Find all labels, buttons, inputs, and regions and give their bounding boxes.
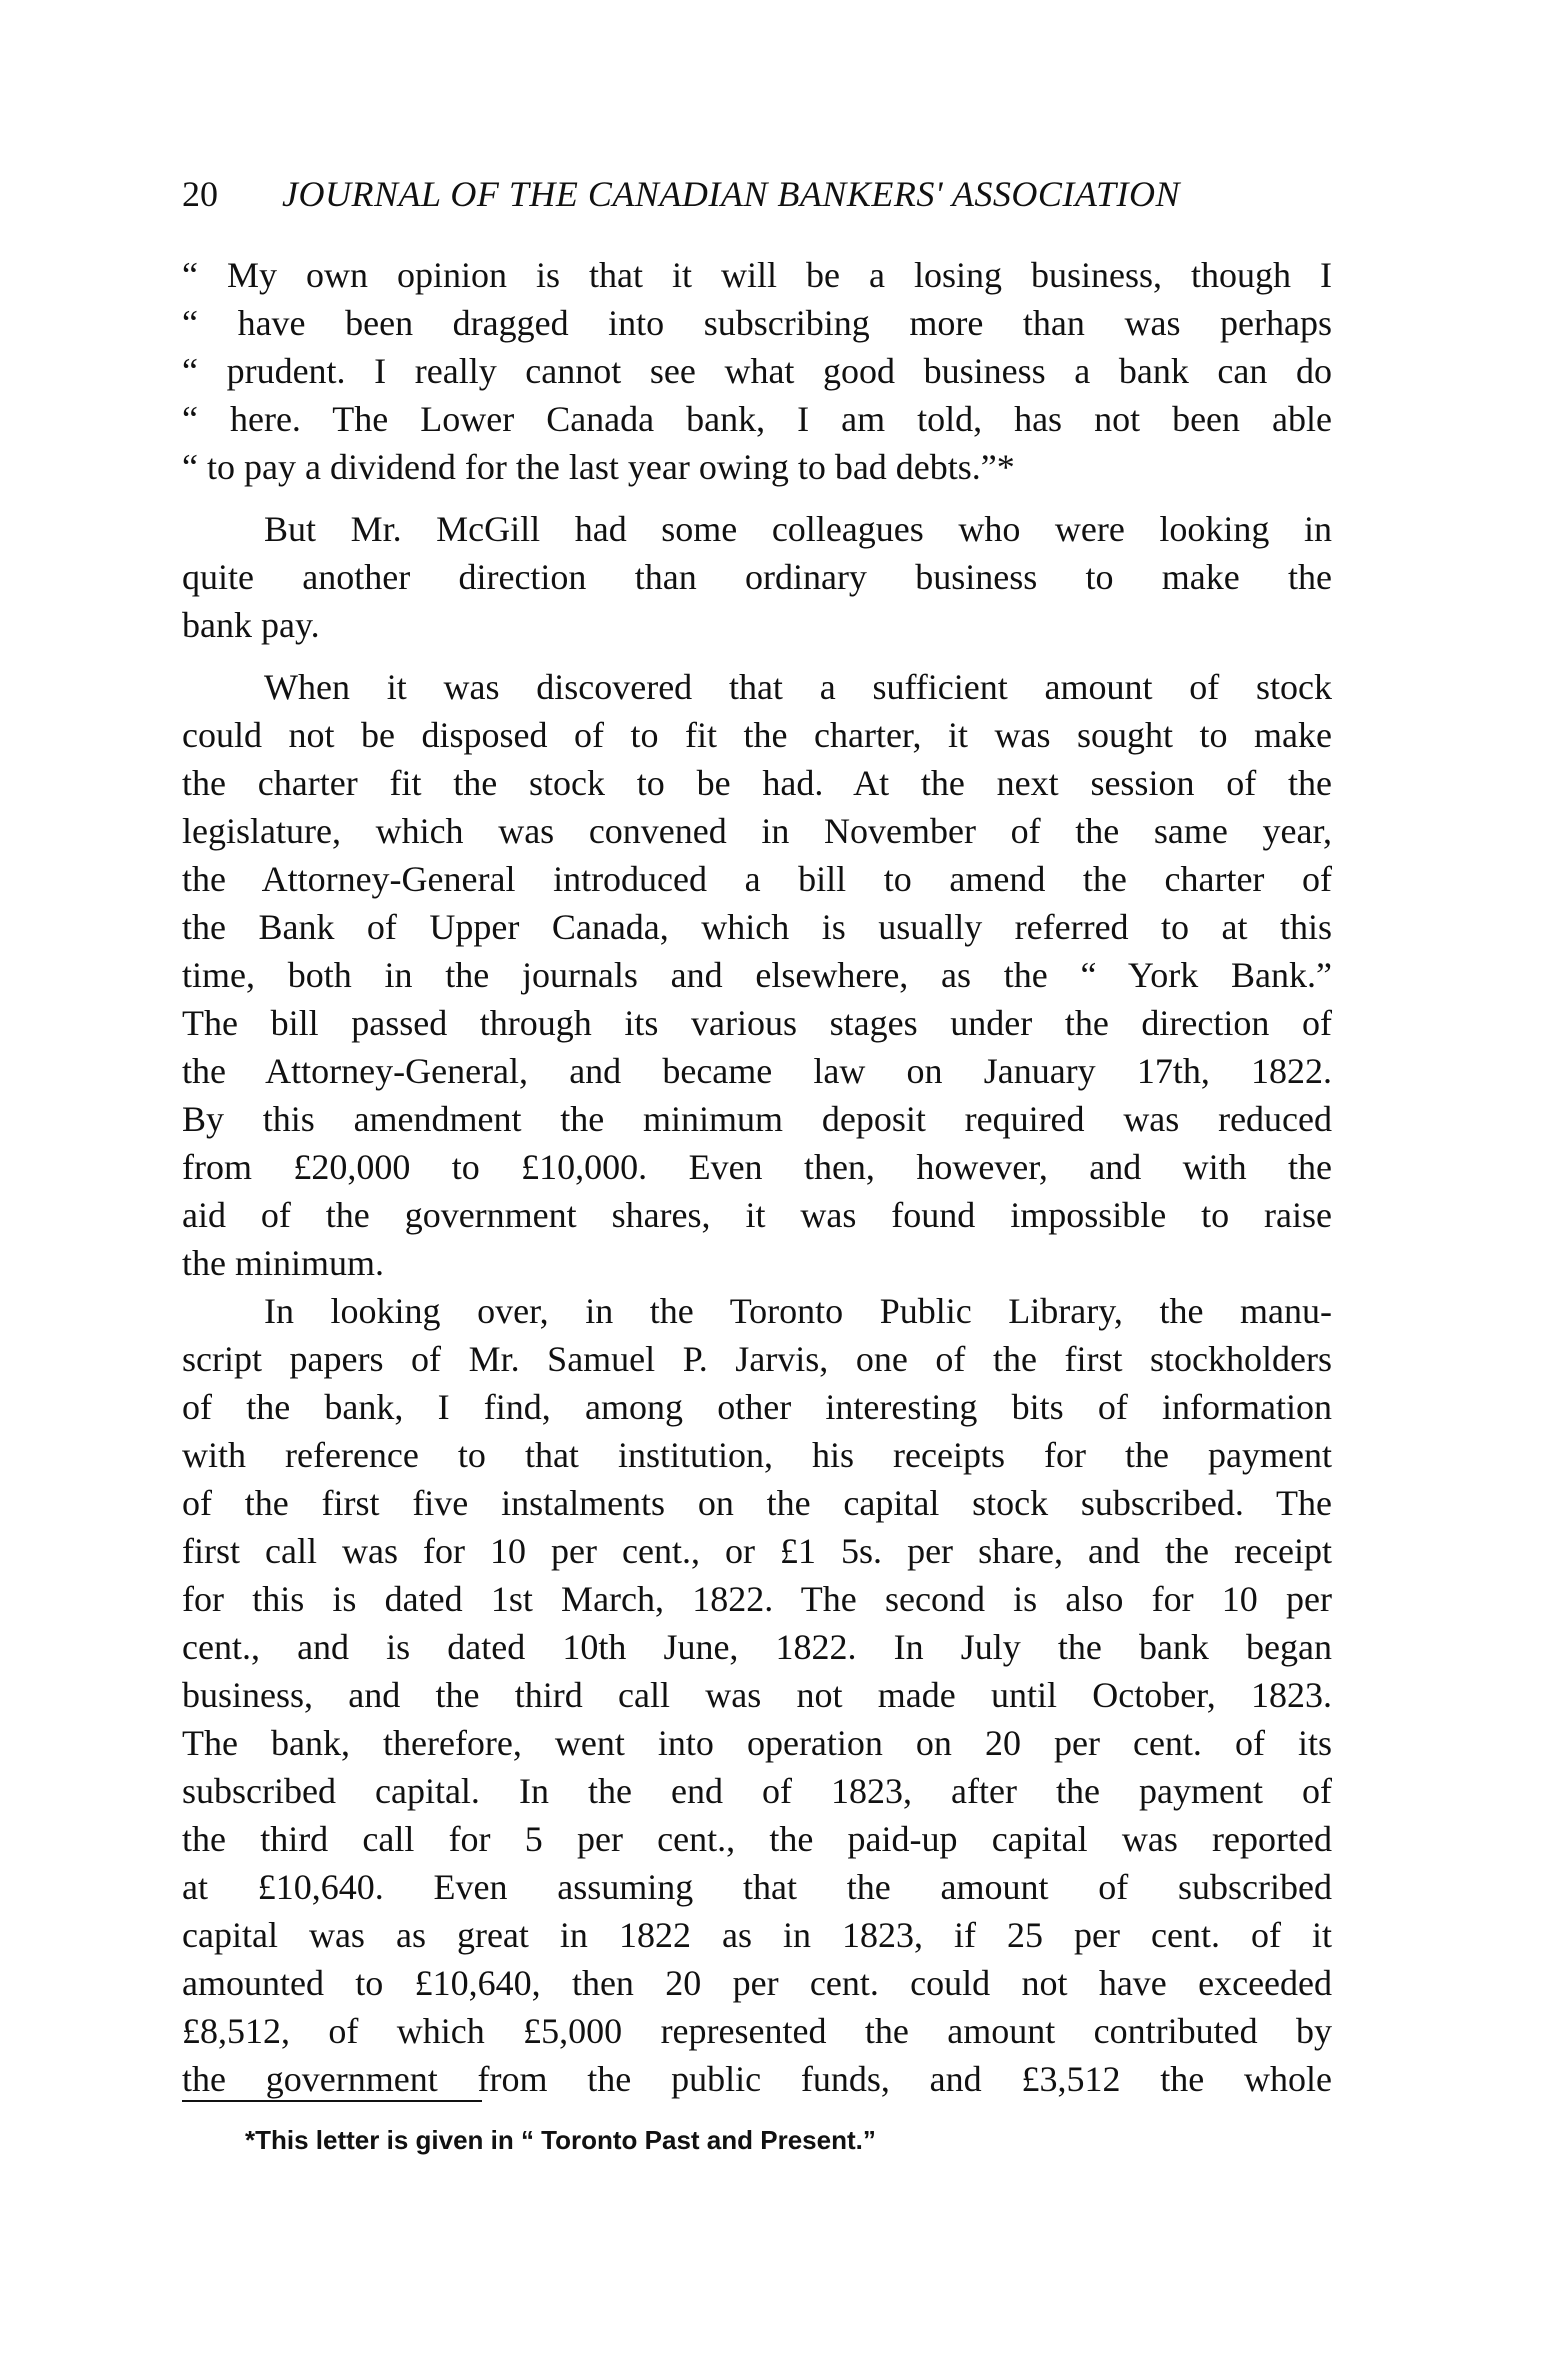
text-line: the government from the public funds, and £3,512 the whole xyxy=(182,2059,1332,2099)
footnote: *This letter is given in “ Toronto Past and Present.” xyxy=(245,2125,876,2155)
text-line: business, and the third call was not made until October, 1823. xyxy=(182,1675,1332,1715)
text-line: bank pay. xyxy=(182,605,320,645)
paragraph-quote xyxy=(182,251,1332,491)
text-line: When it was discovered that a sufficient amount of stock xyxy=(264,667,1332,707)
paragraph xyxy=(182,663,1332,1287)
text-line: for this is dated 1st March, 1822. The second is also for 10 per xyxy=(182,1579,1332,1619)
text-line: subscribed capital. In the end of 1823, after the payment of xyxy=(182,1771,1332,1811)
text-line: script papers of Mr. Samuel P. Jarvis, one of the first stockholders xyxy=(182,1339,1332,1379)
text-line: the minimum. xyxy=(182,1243,384,1283)
text-line: quite another direction than ordinary business to make the xyxy=(182,557,1332,597)
text-line: from £20,000 to £10,000. Even then, however, and with the xyxy=(182,1147,1332,1187)
text-line: could not be disposed of to fit the charter, it was sought to make xyxy=(182,715,1332,755)
text-line: time, both in the journals and elsewhere, as the “ York Bank.” xyxy=(182,955,1332,995)
text-line: at £10,640. Even assuming that the amount of subscribed xyxy=(182,1867,1332,1907)
paragraph xyxy=(182,505,1332,649)
text-line: “ here. The Lower Canada bank, I am told, has not been able xyxy=(182,399,1332,439)
paragraph xyxy=(182,1287,1332,2103)
footnote-divider xyxy=(182,2100,482,2102)
text-line: In looking over, in the Toronto Public Library, the manu- xyxy=(264,1291,1332,1331)
text-line: of the bank, I find, among other interesting bits of information xyxy=(182,1387,1332,1427)
text-line: capital was as great in 1822 as in 1823, if 25 per cent. of it xyxy=(182,1915,1332,1955)
text-line: with reference to that institution, his receipts for the payment xyxy=(182,1435,1332,1475)
body-text xyxy=(182,251,1332,2103)
text-line: amounted to £10,640, then 20 per cent. could not have exceeded xyxy=(182,1963,1332,2003)
text-line: By this amendment the minimum deposit required was reduced xyxy=(182,1099,1332,1139)
text-line: aid of the government shares, it was found impossible to raise xyxy=(182,1195,1332,1235)
text-line: the Attorney-General introduced a bill to amend the charter of xyxy=(182,859,1332,899)
text-line: “ prudent. I really cannot see what good business a bank can do xyxy=(182,351,1332,391)
text-line: The bank, therefore, went into operation on 20 per cent. of its xyxy=(182,1723,1332,1763)
text-line: “ My own opinion is that it will be a losing business, though I xyxy=(182,255,1332,295)
text-line: “ have been dragged into subscribing more than was perhaps xyxy=(182,303,1332,343)
page-number: 20 xyxy=(182,174,218,214)
running-head: JOURNAL OF THE CANADIAN BANKERS' ASSOCIATION xyxy=(282,174,1181,214)
text-line: “ to pay a dividend for the last year owing to bad debts.”* xyxy=(182,447,1015,487)
page-header xyxy=(182,170,1332,218)
text-line: the Attorney-General, and became law on January 17th, 1822. xyxy=(182,1051,1332,1091)
text-line: legislature, which was convened in November of the same year, xyxy=(182,811,1332,851)
text-line: of the first five instalments on the capital stock subscribed. The xyxy=(182,1483,1332,1523)
text-line: the Bank of Upper Canada, which is usually referred to at this xyxy=(182,907,1332,947)
text-line: The bill passed through its various stages under the direction of xyxy=(182,1003,1332,1043)
text-line: the charter fit the stock to be had. At the next session of the xyxy=(182,763,1332,803)
text-line: But Mr. McGill had some colleagues who were looking in xyxy=(264,509,1332,549)
text-line: cent., and is dated 10th June, 1822. In July the bank began xyxy=(182,1627,1332,1667)
text-line: the third call for 5 per cent., the paid-up capital was reported xyxy=(182,1819,1332,1859)
text-line: £8,512, of which £5,000 represented the amount contributed by xyxy=(182,2011,1332,2051)
text-line: first call was for 10 per cent., or £1 5s. per share, and the receipt xyxy=(182,1531,1332,1571)
